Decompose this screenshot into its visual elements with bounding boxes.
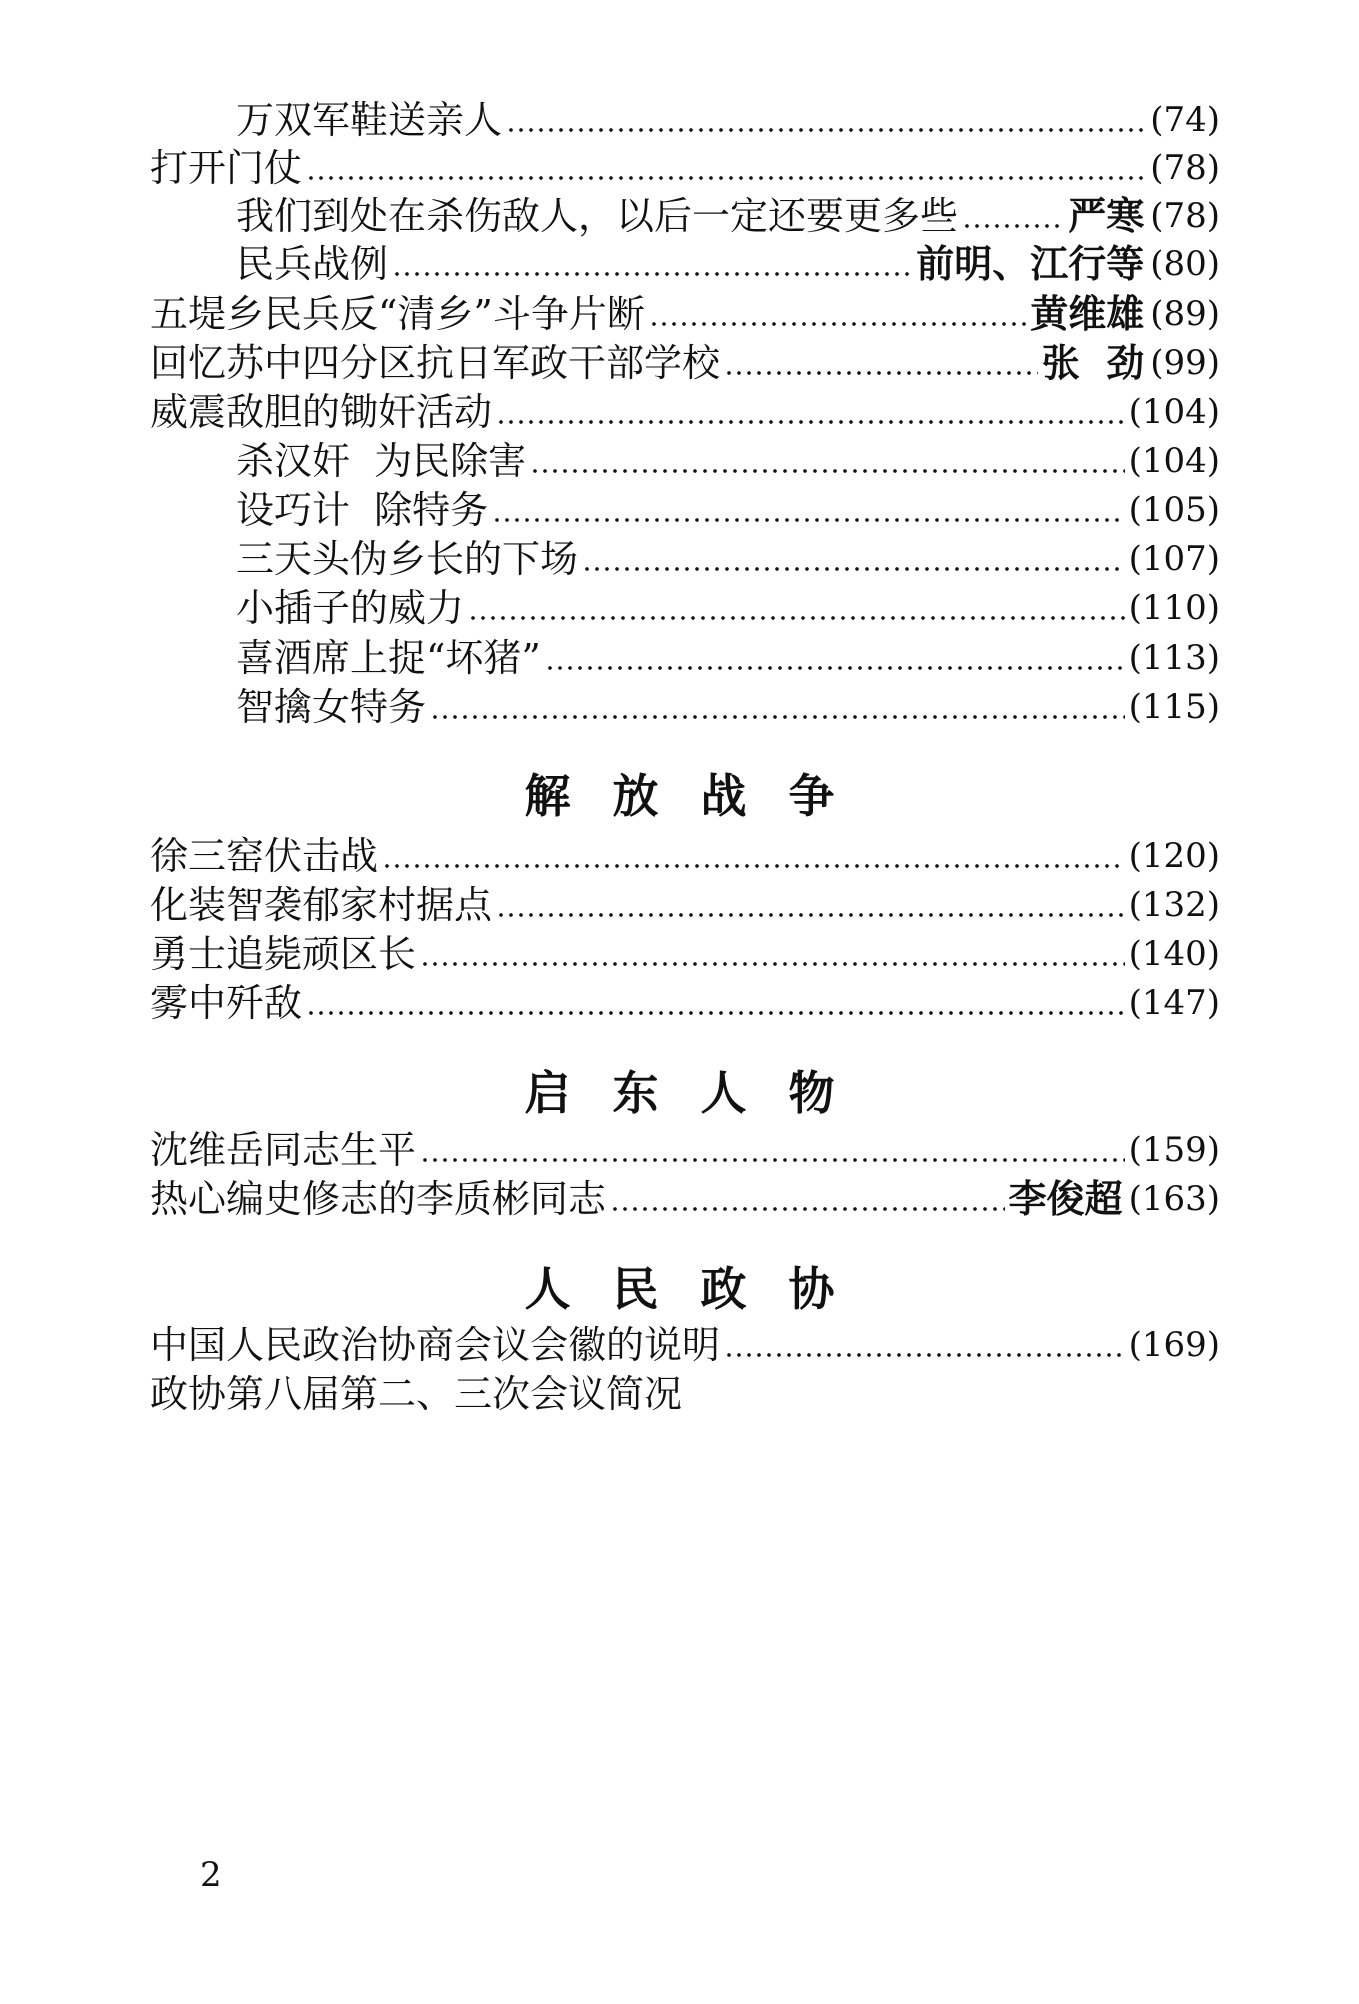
toc-page-ref: (115) bbox=[1128, 687, 1220, 727]
toc-page-ref: (159) bbox=[1128, 1130, 1220, 1170]
toc-entry bbox=[236, 436, 1220, 486]
leader-dots bbox=[649, 321, 1026, 327]
toc-title: 政协第八届第二、三次会议简况 bbox=[150, 1372, 683, 1416]
toc-entry bbox=[150, 1369, 1220, 1419]
toc-page-ref: (163) bbox=[1128, 1179, 1220, 1219]
toc-entry bbox=[150, 831, 1220, 881]
toc-title: 五堤乡民兵反“清乡”斗争片断 bbox=[150, 292, 645, 336]
toc-entry bbox=[150, 1125, 1220, 1175]
toc-entry bbox=[150, 289, 1220, 339]
toc-entry bbox=[150, 143, 1220, 193]
toc-title: 徐三窑伏击战 bbox=[150, 834, 379, 878]
toc-title: 化装智袭郁家村据点 bbox=[150, 883, 493, 927]
toc-title: 三天头伪乡长的下场 bbox=[236, 537, 579, 581]
toc-page-ref: (110) bbox=[1128, 588, 1220, 628]
toc-page-ref: (104) bbox=[1128, 392, 1220, 432]
toc-entry bbox=[236, 191, 1220, 241]
toc-title: 打开门仗 bbox=[150, 146, 303, 190]
toc-title: 沈维岳同志生平 bbox=[150, 1128, 417, 1172]
toc-author: 严寒 bbox=[1068, 193, 1145, 238]
toc-entry bbox=[150, 1174, 1220, 1224]
leader-dots bbox=[962, 223, 1064, 229]
toc-page-ref: (78) bbox=[1150, 148, 1220, 188]
toc-page-ref: (147) bbox=[1128, 983, 1220, 1023]
toc-title: 威震敌胆的锄奸活动 bbox=[150, 390, 493, 434]
toc-author: 前明、江行等 bbox=[916, 241, 1145, 286]
leader-dots bbox=[724, 370, 1038, 376]
toc-author: 张 劲 bbox=[1041, 340, 1145, 385]
toc-title: 雾中歼敌 bbox=[150, 981, 303, 1025]
leader-dots bbox=[610, 1206, 1005, 1212]
toc-title: 小插子的威力 bbox=[236, 586, 465, 630]
toc-page-ref: (74) bbox=[1150, 100, 1220, 140]
toc-title: 万双军鞋送亲人 bbox=[236, 98, 503, 142]
toc-entry bbox=[236, 485, 1220, 535]
toc-entry bbox=[150, 387, 1220, 437]
toc-title: 杀汉奸 为民除害 bbox=[236, 439, 527, 483]
toc-title: 设巧计 除特务 bbox=[236, 488, 489, 532]
leader-dots bbox=[724, 1352, 1125, 1358]
toc-page-ref: (132) bbox=[1128, 885, 1220, 925]
toc-title: 中国人民政治协商会议会徽的说明 bbox=[150, 1323, 721, 1367]
leader-dots bbox=[420, 961, 1125, 967]
leader-dots bbox=[420, 1157, 1125, 1163]
toc-entry bbox=[150, 338, 1220, 388]
toc-title: 回忆苏中四分区抗日军政干部学校 bbox=[150, 341, 721, 385]
toc-page-ref: (104) bbox=[1128, 441, 1220, 481]
toc-page-ref: (107) bbox=[1128, 539, 1220, 579]
toc-page-ref: (120) bbox=[1128, 836, 1220, 876]
leader-dots bbox=[430, 714, 1125, 720]
toc-entry bbox=[236, 534, 1220, 584]
leader-dots bbox=[496, 419, 1125, 425]
toc-entry bbox=[236, 682, 1220, 732]
toc-author: 黄维雄 bbox=[1030, 291, 1145, 336]
section-heading-people: 启东人物 bbox=[524, 1066, 877, 1120]
toc-page-ref: (140) bbox=[1128, 934, 1220, 974]
toc-entry bbox=[236, 633, 1220, 683]
toc-entry bbox=[236, 95, 1220, 145]
toc-entry bbox=[150, 1320, 1220, 1370]
toc-title: 智擒女特务 bbox=[236, 685, 427, 729]
toc-entry bbox=[150, 978, 1220, 1028]
leader-dots bbox=[496, 912, 1125, 918]
toc-page-ref: (89) bbox=[1150, 294, 1220, 334]
section-heading-cppcc: 人民政协 bbox=[524, 1262, 877, 1316]
toc-entry bbox=[150, 929, 1220, 979]
leader-dots bbox=[582, 566, 1125, 572]
toc-title: 喜酒席上捉“坏猪” bbox=[236, 636, 541, 680]
leader-dots bbox=[468, 615, 1125, 621]
leader-dots bbox=[392, 271, 912, 277]
toc-page-ref: (78) bbox=[1150, 196, 1220, 236]
toc-entry bbox=[236, 239, 1220, 289]
page-number: 2 bbox=[200, 1855, 222, 1895]
toc-title: 民兵战例 bbox=[236, 242, 389, 286]
toc-title: 勇士追毙顽区长 bbox=[150, 932, 417, 976]
leader-dots bbox=[492, 517, 1124, 523]
leader-dots bbox=[506, 127, 1146, 133]
leader-dots bbox=[530, 468, 1124, 474]
toc-entry bbox=[236, 583, 1220, 633]
toc-author: 李俊超 bbox=[1008, 1176, 1123, 1221]
toc-entry bbox=[150, 880, 1220, 930]
toc-page-ref: (105) bbox=[1128, 490, 1220, 530]
leader-dots bbox=[545, 665, 1125, 671]
leader-dots bbox=[306, 175, 1146, 181]
toc-page-ref: (80) bbox=[1150, 244, 1220, 284]
leader-dots bbox=[306, 1010, 1125, 1016]
toc-page-ref: (169) bbox=[1128, 1325, 1220, 1365]
leader-dots bbox=[382, 863, 1125, 869]
toc-title: 我们到处在杀伤敌人，以后一定还要更多些 bbox=[236, 194, 959, 238]
toc-title: 热心编史修志的李质彬同志 bbox=[150, 1177, 607, 1221]
toc-page-ref: (113) bbox=[1128, 638, 1220, 678]
section-heading-liberation: 解放战争 bbox=[524, 769, 877, 823]
toc-page-ref: (99) bbox=[1150, 343, 1220, 383]
